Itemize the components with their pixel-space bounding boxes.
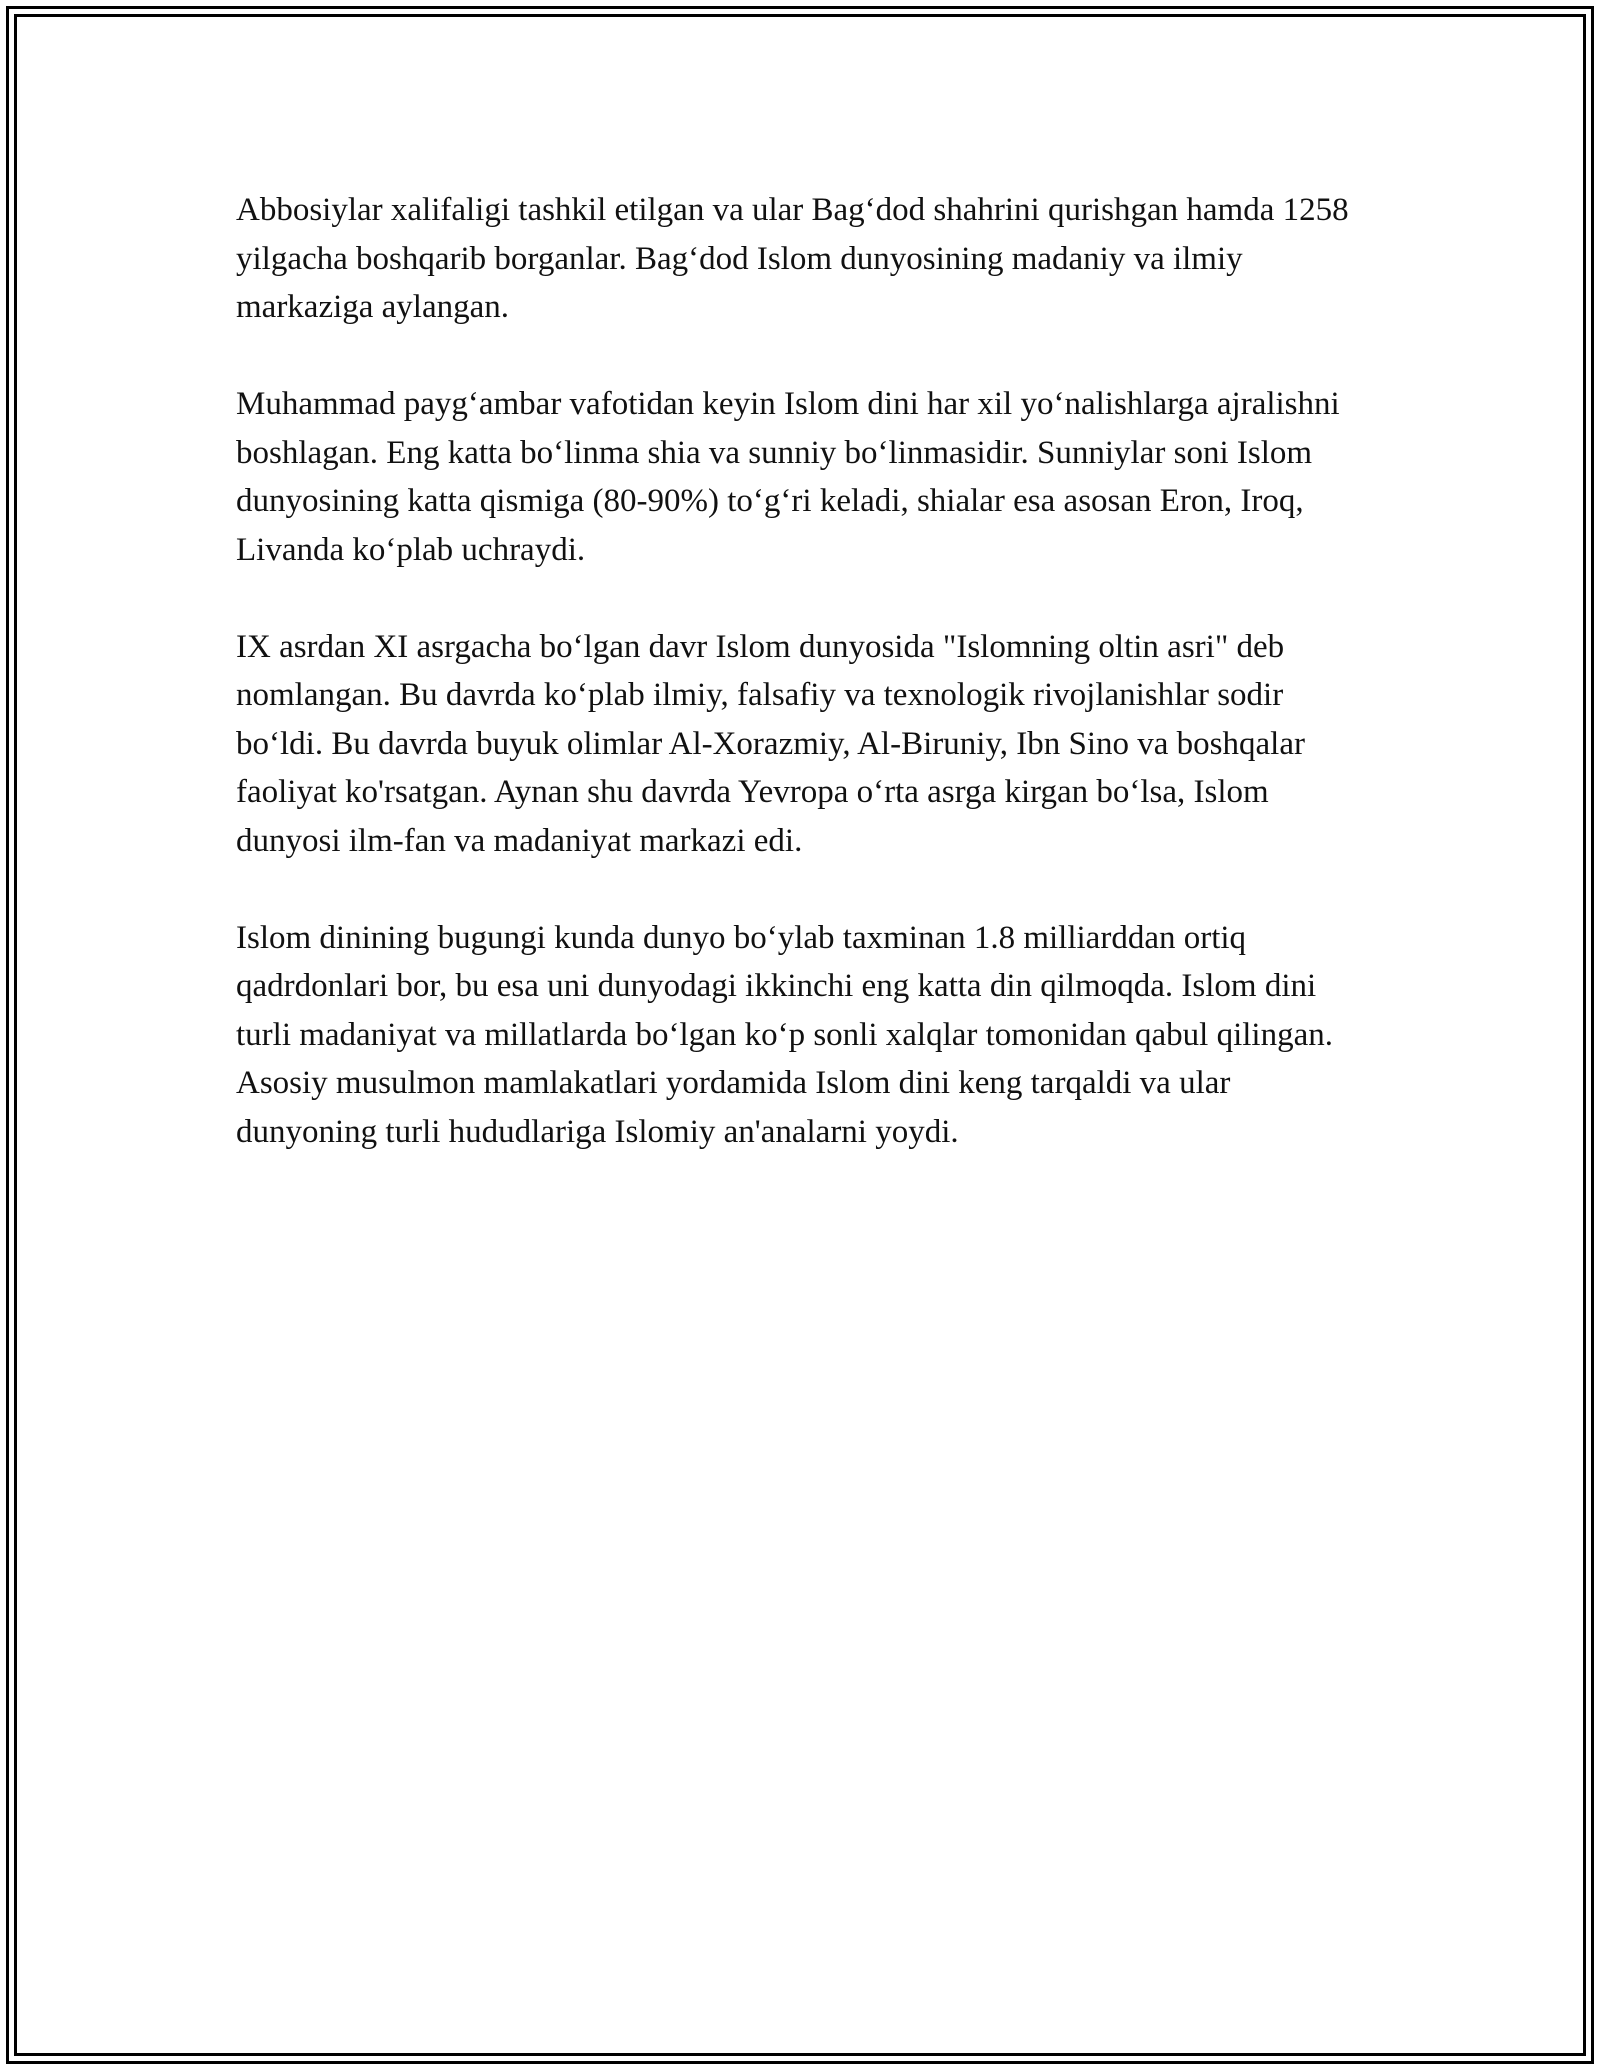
- paragraph-abbasid-caliphate: Abbosiylar xalifaligi tashkil etilgan va ular Bag‘dod shahrini qurishgan hamda 1258 yilgacha boshqarib borganlar. Bag‘dod Islom dunyosining madaniy va ilmiy markaziga aylangan.: [236, 192, 1349, 325]
- paragraph-golden-age: IX asrdan XI asrgacha bo‘lgan davr Islom dunyosida "Islomning oltin asri" deb nomlangan. Bu davrda ko‘plab ilmiy, falsafiy va texnologik rivojlanishlar sodir bo‘ldi. Bu davrda buyuk olimlar Al-Xorazmiy, Al-Biruniy, Ibn Sino va boshqalar faoliyat ko'rsatgan. Aynan shu davrda Yevropa o‘rta asrga kirgan bo‘lsa, Islom dunyosi ilm-fan va madaniyat markazi edi.: [236, 628, 1305, 859]
- paragraph-sunni-shia-split: Muhammad payg‘ambar vafotidan keyin Islom dini har xil yo‘nalishlarga ajralishni boshlagan. Eng katta bo‘linma shia va sunniy bo‘linmasidir. Sunniylar soni Islom dunyosining katta qismiga (80-90%) to‘g‘ri keladi, shialar esa asosan Eron, Iroq, Livanda ko‘plab uchraydi.: [236, 386, 1340, 568]
- paragraph-islam-today: Islom dinining bugungi kunda dunyo bo‘ylab taxminan 1.8 milliarddan ortiq qadrdonlari bor, bu esa uni dunyodagi ikkinchi eng katta din qilmoqda. Islom dini turli madaniyat va millatlarda bo‘lgan ko‘p sonli xalqlar tomonidan qabul qilingan. Asosiy musulmon mamlakatlari yordamida Islom dini keng tarqaldi va ular dunyoning turli hududlariga Islomiy an'analarni yoydi.: [236, 919, 1333, 1150]
- document-body: [236, 186, 1376, 1205]
